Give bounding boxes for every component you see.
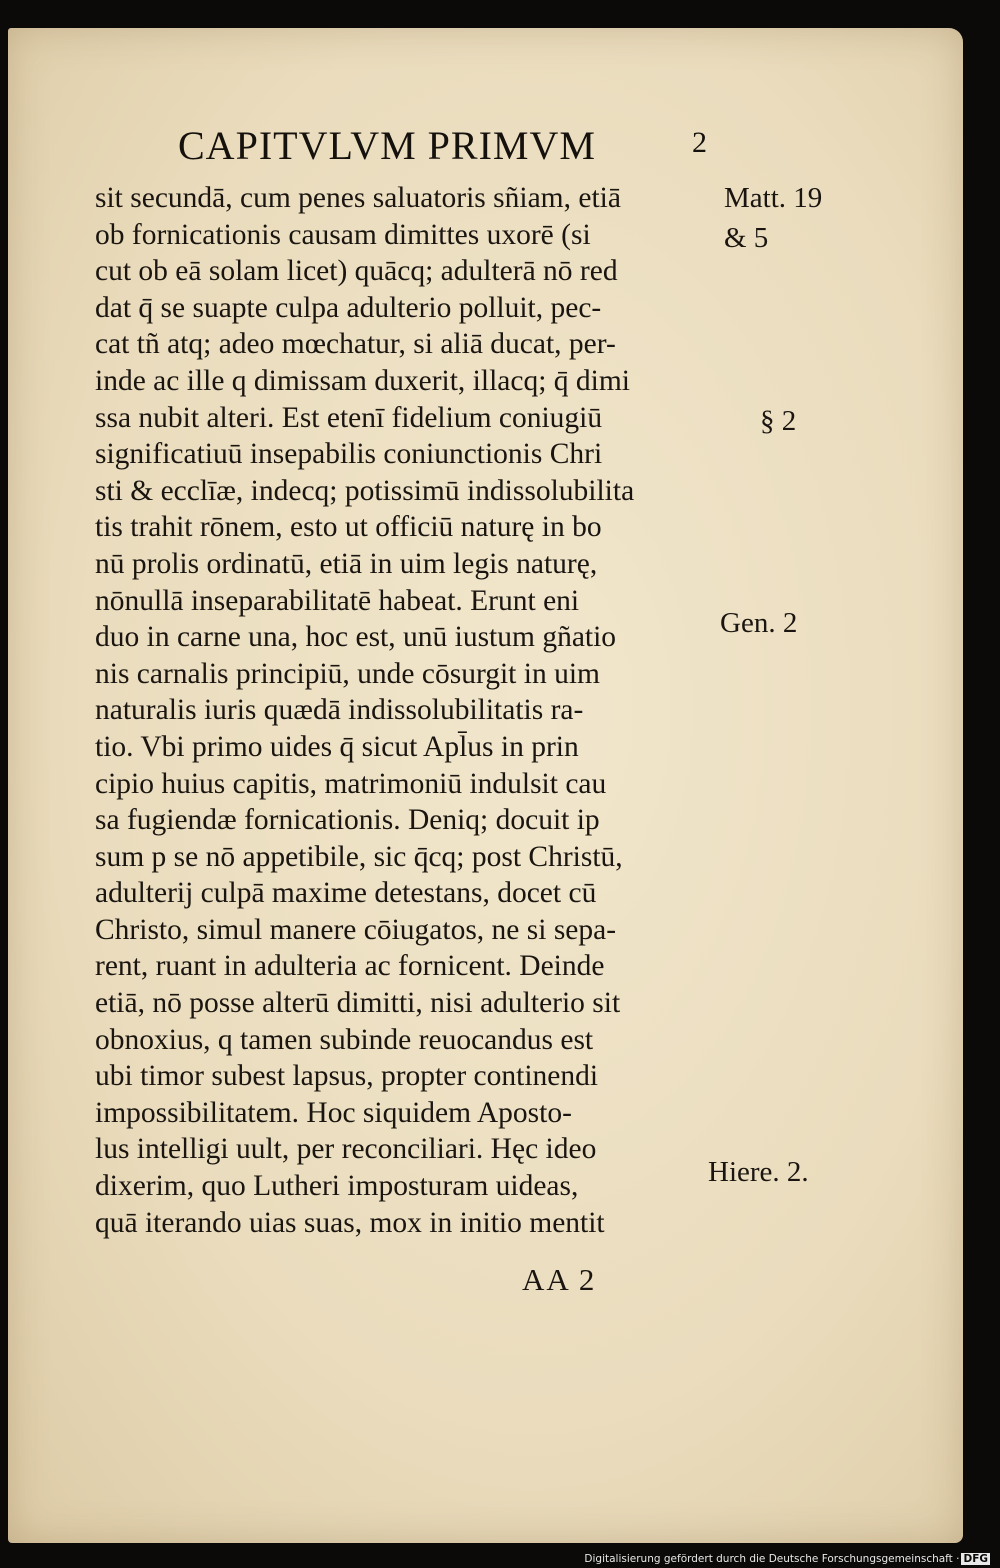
- marginal-note-matt: Matt. 19: [724, 182, 823, 214]
- text-line: quā iterando uias suas, mox in initio mentit: [95, 1206, 605, 1239]
- marginal-note-section-2: § 2: [760, 405, 797, 437]
- text-line: adulterij culpā maxime detestans, docet cū: [95, 877, 597, 910]
- signature-mark: AA 2: [522, 1262, 597, 1297]
- credit-text: Digitalisierung gefördert durch die Deutsche Forschungsgemeinschaft ·: [584, 1553, 960, 1565]
- dfg-logo: DFG: [963, 1553, 988, 1565]
- text-line: nōnullā inseparabilitatē habeat. Erunt eni: [95, 584, 580, 617]
- text-line: tis trahit rōnem, esto ut officiū naturę in bo: [95, 511, 602, 544]
- text-line: rent, ruant in adulteria ac fornicent. Deinde: [95, 950, 605, 983]
- text-line: ob fornicationis causam dimittes uxorē (si: [95, 218, 591, 251]
- text-line: nis carnalis principiū, unde cōsurgit in uim: [95, 657, 600, 690]
- text-line: ubi timor subest lapsus, propter continendi: [95, 1060, 599, 1093]
- text-line: naturalis iuris quædā indissolubilitatis ra-: [95, 694, 584, 727]
- text-line: inde ac ille q dimissam duxerit, illacq; q̄ dimi: [95, 364, 630, 397]
- text-line: cipio huius capitis, matrimoniū indulsit cau: [95, 767, 607, 800]
- text-line: nū prolis ordinatū, etiā in uim legis naturę,: [95, 547, 598, 580]
- text-line: obnoxius, q tamen subinde reuocandus est: [95, 1023, 594, 1056]
- folio-number: 2: [692, 126, 708, 159]
- text-line: impossibilitatem. Hoc siquidem Aposto-: [95, 1096, 572, 1129]
- text-line: cut ob eā solam licet) quācq; adulterā nō red: [95, 255, 618, 288]
- text-line: Christo, simul manere cōiugatos, ne si sepa-: [95, 913, 617, 946]
- text-line: ssa nubit alteri. Est etenī fidelium coniugiū: [95, 401, 603, 434]
- text-line: etiā, nō posse alterū dimitti, nisi adulterio sit: [95, 987, 621, 1020]
- text-line: dat q̄ se suapte culpa adulterio polluit, pec-: [95, 291, 602, 324]
- text-line: lus intelligi uult, per reconciliari. Hęc ideo: [95, 1133, 597, 1166]
- marginal-note-and-5: & 5: [724, 222, 769, 254]
- running-header: [178, 122, 718, 166]
- text-line: cat tñ atq; adeo mœchatur, si aliā ducat, per-: [95, 328, 616, 361]
- text-line: sa fugiendæ fornicationis. Deniq; docuit ip: [95, 804, 600, 837]
- running-title: CAPITVLVM PRIMVM: [178, 123, 596, 168]
- text-line: sti & ecclīæ, indecq; potissimū indissolubilita: [95, 474, 635, 507]
- main-text-block: [95, 180, 715, 1241]
- text-line: tio. Vbi primo uides q̄ sicut Apl̄us in prin: [95, 730, 579, 763]
- text-line: duo in carne una, hoc est, unū iustum gñatio: [95, 621, 617, 654]
- text-line: significatiuū insepabilis coniunctionis Chri: [95, 438, 603, 471]
- marginal-note-hiere: Hiere. 2.: [708, 1156, 809, 1188]
- text-line: sum p se nō appetibile, sic q̄cq; post Christū,: [95, 840, 623, 873]
- text-line: dixerim, quo Lutheri imposturam uideas,: [95, 1170, 579, 1203]
- digitization-credit: [584, 1553, 990, 1565]
- text-line: sit secundā, cum penes saluatoris sñiam, etiā: [95, 182, 621, 214]
- marginal-note-gen: Gen. 2: [720, 607, 798, 639]
